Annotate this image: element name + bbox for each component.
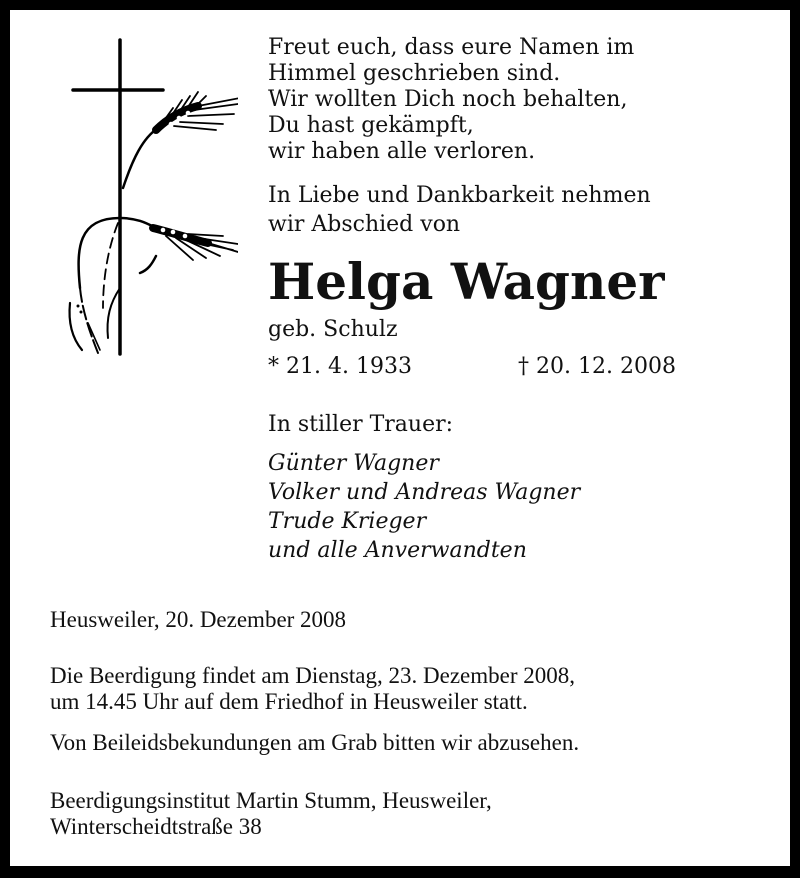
undertaker-line: Beerdigungsinstitut Martin Stumm, Heusweiler,	[50, 788, 492, 813]
mourner: und alle Anverwandten	[268, 538, 527, 563]
verse	[268, 35, 634, 165]
farewell-line: In Liebe und Dankbarkeit nehmen	[268, 183, 651, 208]
death-date: † 20. 12. 2008	[518, 354, 676, 379]
mourners-list	[268, 449, 580, 565]
maiden-name: geb. Schulz	[268, 317, 398, 342]
mourners-label: In stiller Trauer:	[268, 412, 454, 437]
condolences-note: Von Beileidsbekundungen am Grab bitten wir abzusehen.	[50, 730, 580, 755]
burial-line: um 14.45 Uhr auf dem Friedhof in Heusweiler statt.	[50, 689, 528, 714]
undertaker-info	[50, 788, 492, 840]
verse-line: Freut euch, dass eure Namen im	[268, 35, 635, 60]
mourner: Volker und Andreas Wagner	[268, 480, 581, 505]
burial-info	[50, 663, 575, 715]
farewell-line: wir Abschied von	[268, 212, 461, 237]
verse-line: wir haben alle verloren.	[268, 139, 536, 164]
burial-line: Die Beerdigung findet am Dienstag, 23. Dezember 2008,	[50, 663, 576, 688]
verse-line: Wir wollten Dich noch behalten,	[268, 87, 628, 112]
obituary-notice	[10, 10, 790, 866]
undertaker-line: Winterscheidtstraße 38	[50, 814, 262, 839]
birth-date: * 21. 4. 1933	[268, 354, 412, 379]
deceased-name: Helga Wagner	[268, 252, 665, 311]
place-date: Heusweiler, 20. Dezember 2008	[50, 607, 347, 632]
mourner: Günter Wagner	[268, 451, 439, 476]
mourner: Trude Krieger	[268, 509, 427, 534]
farewell-text	[268, 181, 651, 239]
cross-with-wheat-icon	[48, 38, 238, 358]
verse-line: Himmel geschrieben sind.	[268, 61, 561, 86]
verse-line: Du hast gekämpft,	[268, 113, 474, 138]
